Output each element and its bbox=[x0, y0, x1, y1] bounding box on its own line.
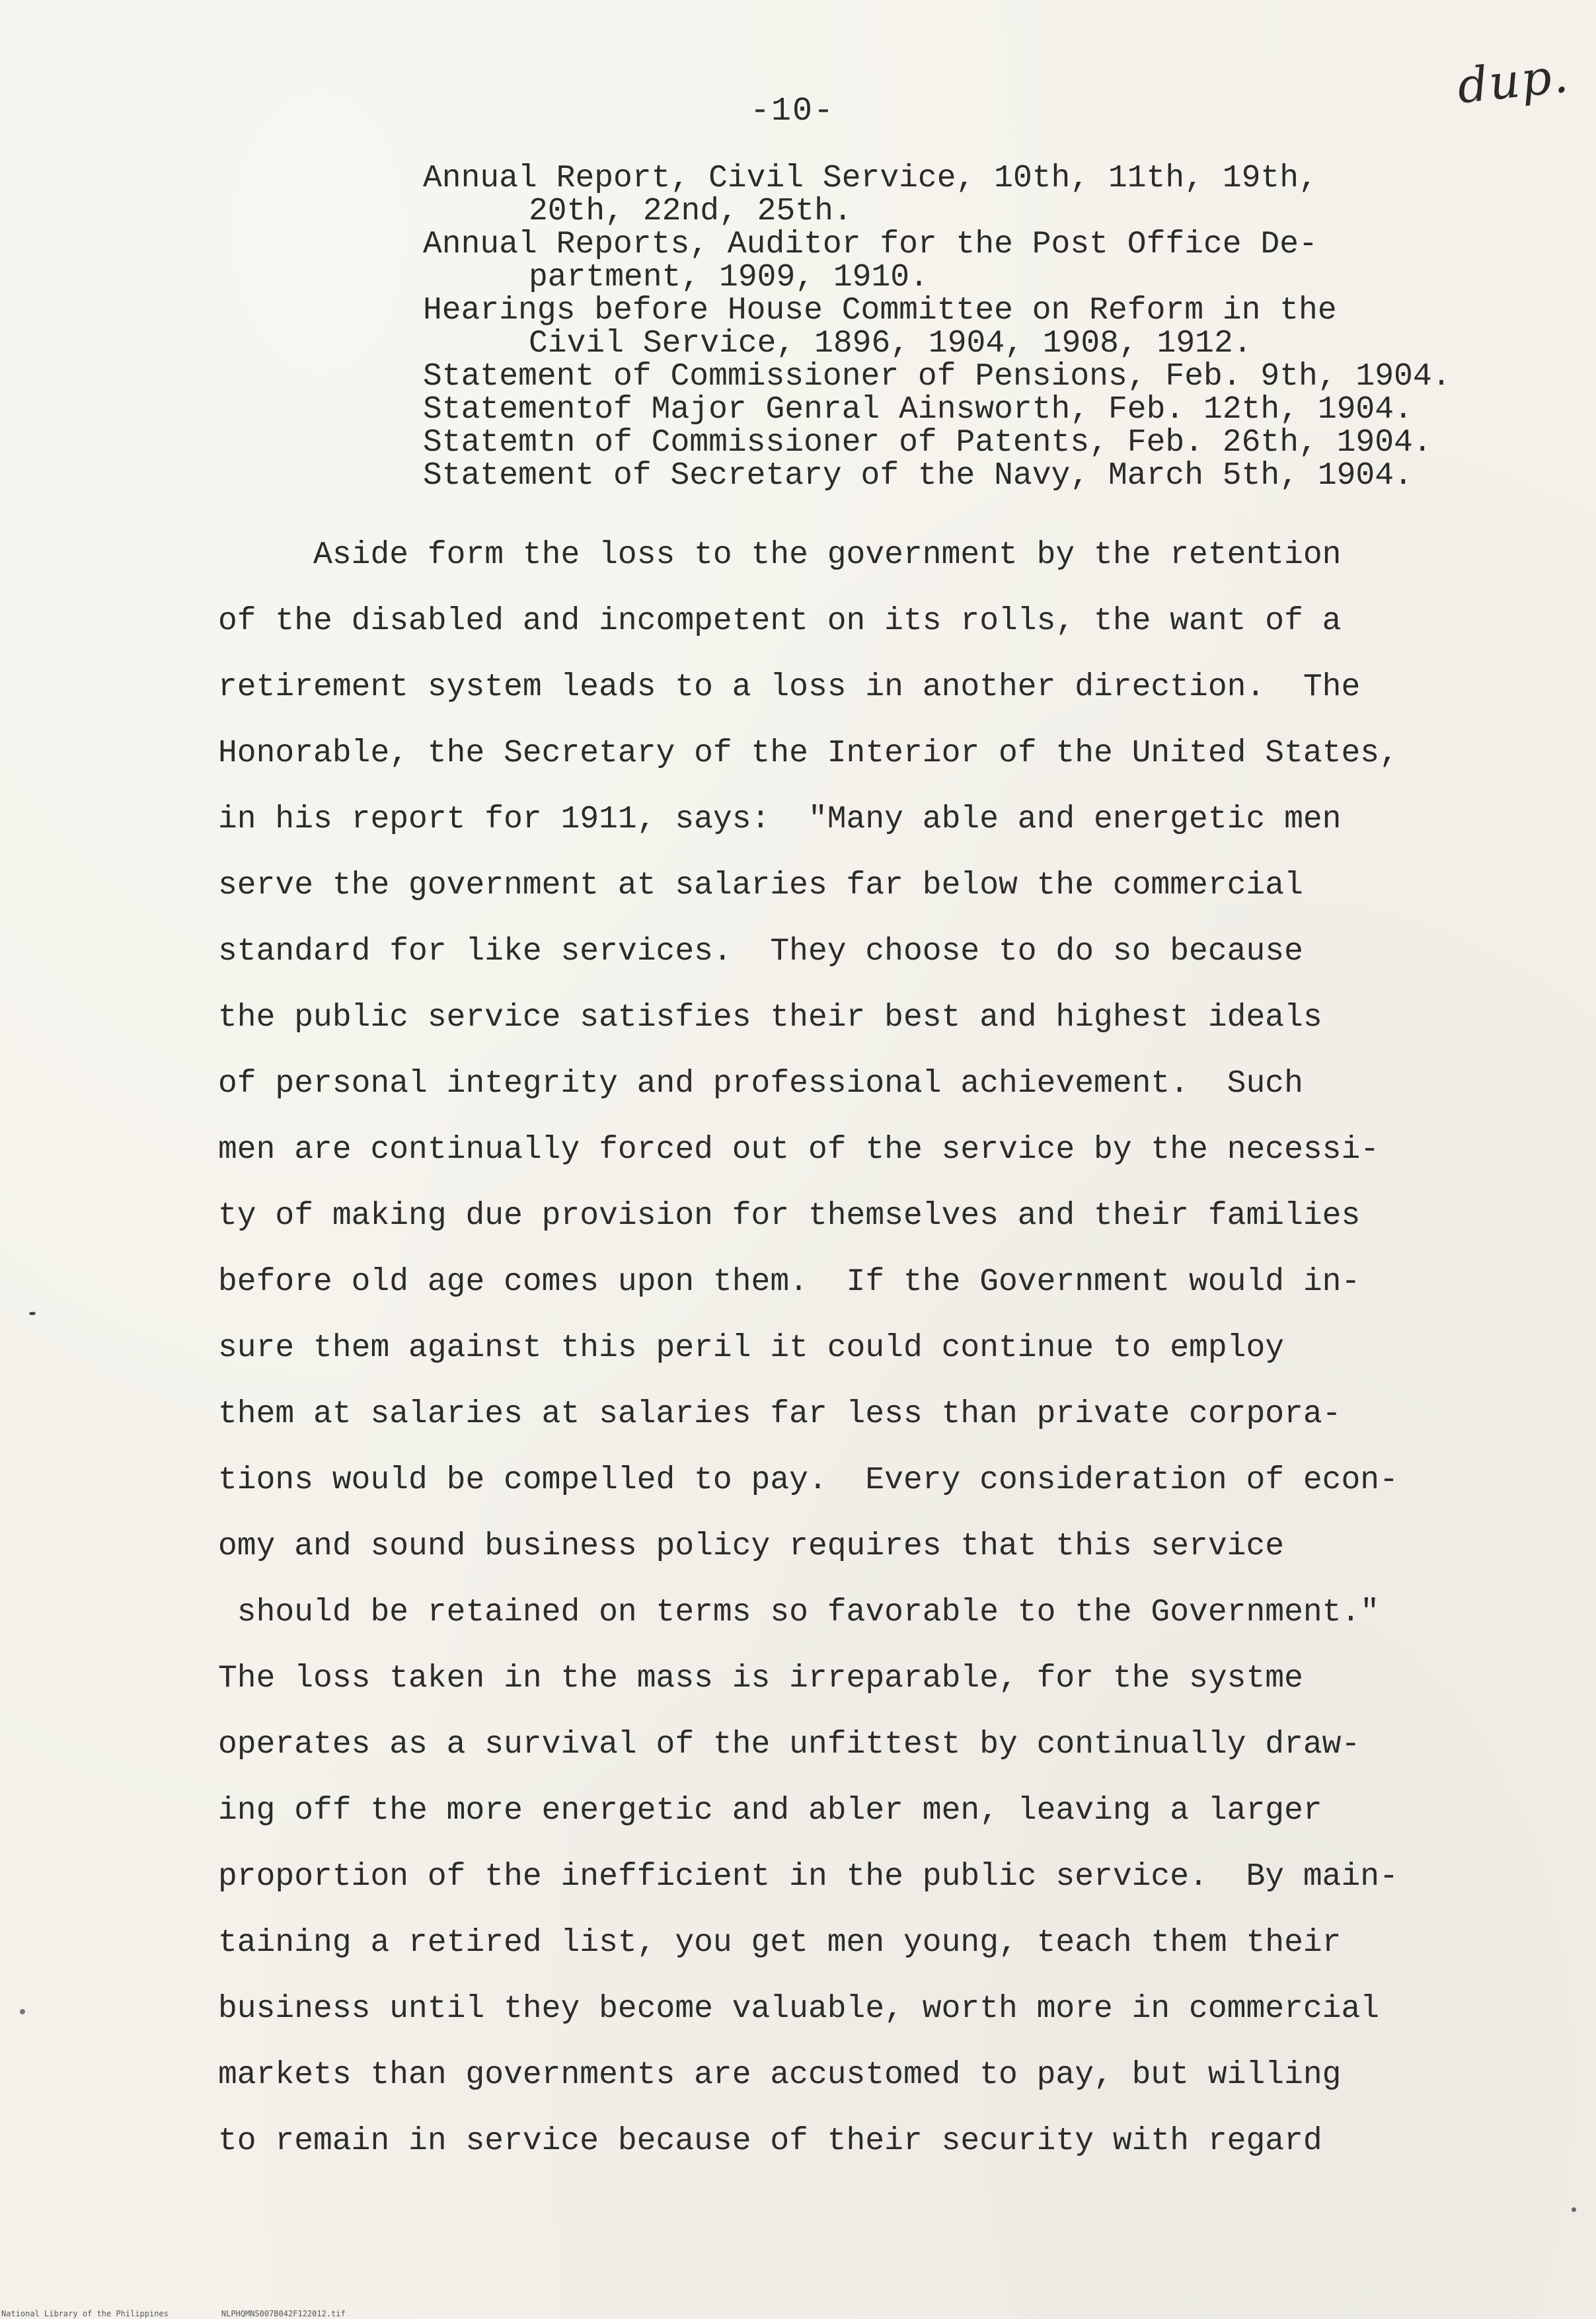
reference-line: partment, 1909, 1910. bbox=[529, 260, 929, 295]
reference-line: 20th, 22nd, 25th. bbox=[529, 194, 853, 229]
body-line: to remain in service because of their security with regard bbox=[218, 2123, 1322, 2159]
body-line: tions would be compelled to pay. Every consideration of econ- bbox=[218, 1463, 1398, 1498]
reference-line: Statemtn of Commissioner of Patents, Feb. 26th, 1904. bbox=[423, 425, 1432, 461]
body-line: proportion of the inefficient in the public service. By main- bbox=[218, 1859, 1398, 1895]
reference-line: Annual Report, Civil Service, 10th, 11th, 19th, bbox=[423, 161, 1318, 196]
body-line: in his report for 1911, says: "Many able and energetic men bbox=[218, 802, 1342, 837]
body-line: of personal integrity and professional achievement. Such bbox=[218, 1066, 1303, 1102]
paper-speck bbox=[29, 1312, 36, 1315]
reference-list bbox=[423, 162, 1560, 492]
body-line: operates as a survival of the unfittest by continually draw- bbox=[218, 1727, 1361, 1763]
reference-line: Annual Reports, Auditor for the Post Office De- bbox=[423, 227, 1318, 262]
body-line: of the disabled and incompetent on its rolls, the want of a bbox=[218, 603, 1342, 639]
body-line: Honorable, the Secretary of the Interior of the United States, bbox=[218, 736, 1398, 771]
reference-line: Hearings before House Committee on Reform in the bbox=[423, 293, 1337, 328]
body-line: before old age comes upon them. If the Government would in- bbox=[218, 1264, 1361, 1300]
reference-line: Statement of Commissioner of Pensions, Feb. 9th, 1904. bbox=[423, 359, 1451, 395]
paper-speck bbox=[20, 2009, 25, 2014]
reference-line: Statement of Secretary of the Navy, March 5th, 1904. bbox=[423, 458, 1413, 494]
body-line: the public service satisfies their best and highest ideals bbox=[218, 1000, 1322, 1036]
body-line: ing off the more energetic and abler men, leaving a larger bbox=[218, 1793, 1322, 1829]
reference-line: Statementof Major Genral Ainsworth, Feb. 12th, 1904. bbox=[423, 392, 1413, 428]
body-line: retirement system leads to a loss in another direction. The bbox=[218, 669, 1361, 705]
reference-line: Civil Service, 1896, 1904, 1908, 1912. bbox=[529, 326, 1252, 361]
body-line: taining a retired list, you get men young, teach them their bbox=[218, 1925, 1342, 1961]
body-line: sure them against this peril it could continue to employ bbox=[218, 1330, 1285, 1366]
body-line: ty of making due provision for themselves and their families bbox=[218, 1198, 1361, 1234]
page-number: -10- bbox=[750, 93, 835, 130]
footer-library: National Library of the Philippines bbox=[1, 2309, 169, 2318]
body-line: men are continually forced out of the service by the necessi- bbox=[218, 1132, 1380, 1168]
body-line: business until they become valuable, worth more in commercial bbox=[218, 1991, 1380, 2027]
footer-file-id: NLPHQMNS007B042F122012.tif bbox=[221, 2309, 346, 2318]
body-line: them at salaries at salaries far less than private corpora- bbox=[218, 1396, 1342, 1432]
body-line: standard for like services. They choose to do so because bbox=[218, 934, 1303, 969]
body-line: serve the government at salaries far below the commercial bbox=[218, 868, 1303, 903]
paper-speck bbox=[1572, 2207, 1576, 2212]
body-line: Aside form the loss to the government by the retention bbox=[218, 537, 1342, 573]
body-line: should be retained on terms so favorable to the Government." bbox=[218, 1595, 1380, 1630]
body-line: omy and sound business policy requires that this service bbox=[218, 1529, 1285, 1564]
body-line: The loss taken in the mass is irreparable, for the systme bbox=[218, 1661, 1303, 1696]
handwritten-margin-note: dup. bbox=[1455, 47, 1572, 114]
archive-footer bbox=[1, 2309, 346, 2318]
body-paragraph bbox=[218, 522, 1533, 2174]
body-line: markets than governments are accustomed to pay, but willing bbox=[218, 2057, 1342, 2093]
